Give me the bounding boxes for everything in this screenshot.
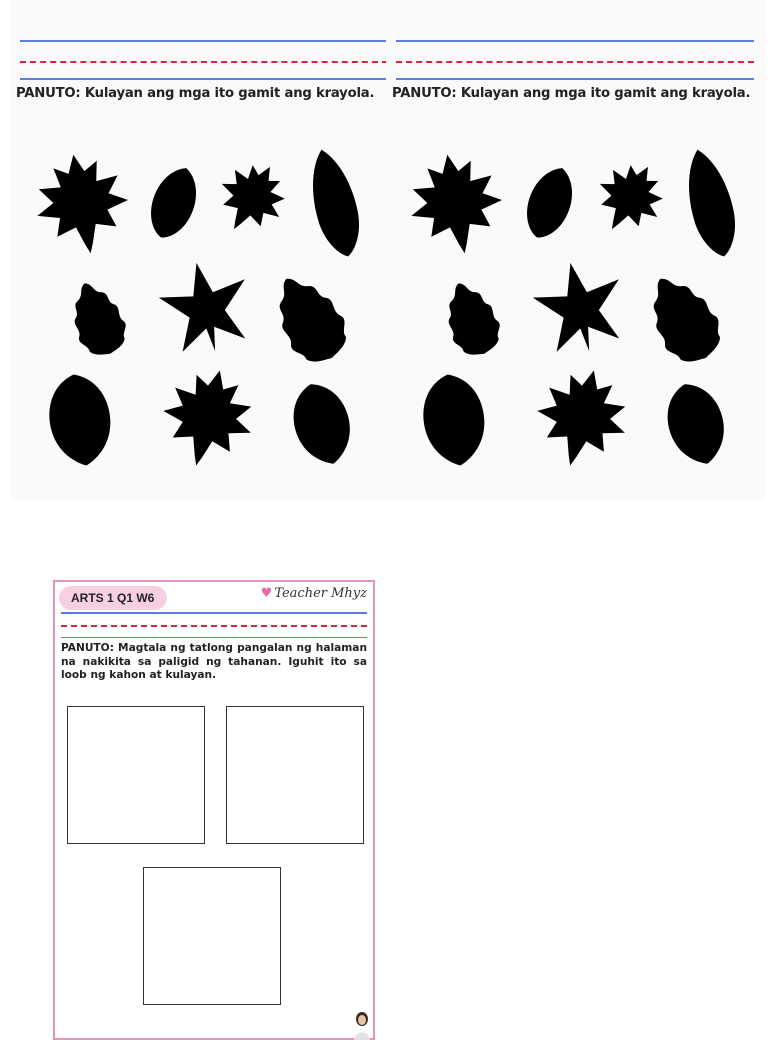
leaf-icon: [658, 377, 736, 482]
guide-line-bottom: [61, 637, 367, 638]
leaf-icon: [153, 254, 260, 372]
guide-line-bottom: [20, 78, 388, 80]
leaf-icon: [44, 370, 118, 481]
leaf-grid: [10, 140, 390, 500]
guide-line-dashed: [396, 61, 754, 63]
guide-line-top: [396, 40, 754, 42]
guide-line-bottom: [396, 78, 754, 80]
worksheet-right: [386, 0, 766, 500]
leaf-icon: [678, 145, 747, 273]
leaf-icon: [260, 264, 363, 383]
leaf-icon: [201, 150, 299, 253]
worksheet-left: [10, 0, 390, 500]
leaf-icon: [527, 254, 634, 372]
brand-name: Teacher Mhyz: [274, 586, 367, 601]
guide-line-dashed: [61, 625, 367, 627]
leaf-icon: [302, 145, 371, 273]
leaf-icon: [634, 264, 737, 383]
instruction-text: PANUTO: Magtala ng tatlong pangalan ng halaman na nakikita sa paligid ng tahanan. Iguhit ito sa loob ng kahon at kulayan.: [61, 642, 367, 681]
leaf-grid: [386, 140, 766, 500]
teacher-avatar-icon: [353, 1010, 371, 1040]
leaf-icon: [138, 161, 205, 254]
guide-line-top: [61, 612, 367, 614]
guide-line-dashed: [20, 61, 388, 63]
drawing-box-2[interactable]: [226, 706, 364, 844]
leaf-illustrations: [386, 140, 766, 500]
instruction-text: PANUTO: Kulayan ang mga ito gamit ang krayola.: [16, 86, 375, 101]
instruction-text: PANUTO: Kulayan ang mga ito gamit ang krayola.: [392, 86, 751, 101]
drawing-box-1[interactable]: [67, 706, 205, 844]
leaf-icon: [418, 370, 492, 481]
leaf-icon: [28, 147, 138, 273]
leaf-icon: [436, 275, 511, 371]
subject-tag: ARTS 1 Q1 W6: [59, 586, 167, 610]
leaf-icon: [524, 360, 638, 488]
brand-logo: [261, 586, 367, 601]
leaf-icon: [284, 377, 362, 482]
drawing-box-3[interactable]: [143, 867, 281, 1005]
leaf-icon: [579, 150, 677, 253]
leaf-icon: [402, 147, 512, 273]
leaf-illustrations: [10, 140, 390, 500]
worksheet-card: [53, 580, 375, 1040]
heart-icon: ♥: [260, 586, 273, 601]
leaf-icon: [514, 161, 581, 254]
guide-line-top: [20, 40, 388, 42]
leaf-icon: [150, 360, 264, 488]
leaf-icon: [62, 275, 137, 371]
